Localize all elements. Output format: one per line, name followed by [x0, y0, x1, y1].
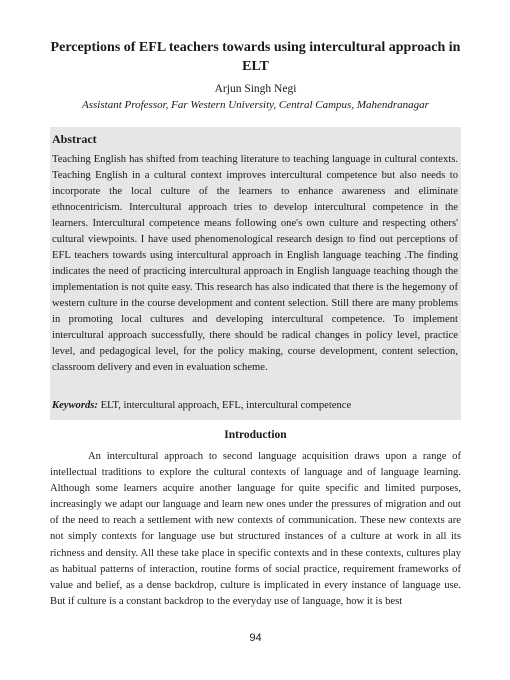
page-number: 94	[249, 632, 262, 644]
author-affiliation: Assistant Professor, Far Western University, Central Campus, Mahendranagar	[82, 99, 429, 111]
abstract-text: Teaching English has shifted from teaching literature to teaching language in cultural contexts. Teaching English in a cultural context improves intercultural competence but also needs to incorporate the local culture of the learners to enhance awareness and eliminate ethnocentricism. Intercultural approach tries to develop intercultural competence in the learners. Intercultural competence means following one's own culture and respecting others' cultural viewpoints. I have used phenomenological research design to find out perceptions of EFL teachers towards using intercultural approach in English language teaching .The finding indicates the need of practicing intercultural approach in English language teaching though the implementation is not quite easy. This research has also indicated that there is the hegemony of western culture in the course development and content selection. Still there are many problems in promoting local cultures and developing intercultural competence. To implement intercultural approach successfully, there should be radical changes in policy level, practice level, and pedagogical level, for the policy making, course development, content selection, classroom delivery and even in evaluation scheme.	[52, 154, 458, 373]
paper-title: Perceptions of EFL teachers towards using intercultural approach in ELT	[50, 40, 461, 74]
introduction-heading: Introduction	[224, 429, 287, 441]
abstract-heading: Abstract	[52, 132, 97, 146]
author-name: Arjun Singh Negi	[214, 83, 297, 95]
keywords-label: Keywords	[52, 400, 95, 411]
keywords-line	[52, 398, 458, 414]
keywords-text: ELT, intercultural approach, EFL, intercultural competence	[100, 400, 352, 411]
keywords-colon: :	[94, 400, 98, 411]
introduction-text: An intercultural approach to second language acquisition draws upon a range of intellectual traditions to explore the cultural contexts of language and of language learning. Although some learners acquire another language for quite specific and limited purposes, increasingly we adapt our language and learn new ones under the pressures of migration and out of the need to reach a settlement with new contexts of communication. These new contexts are not simply contexts for language use but structured instances of a culture at work in all its richness and density. All these take place in specific contexts and in these contexts, cultures play as habitual patterns of interaction, routine forms of social practice, requirement frameworks of value and belief, as a dense backdrop, culture is implicated in every instance of language use. But if culture is a constant backdrop to the everyday use of language, how it is best	[50, 451, 461, 607]
